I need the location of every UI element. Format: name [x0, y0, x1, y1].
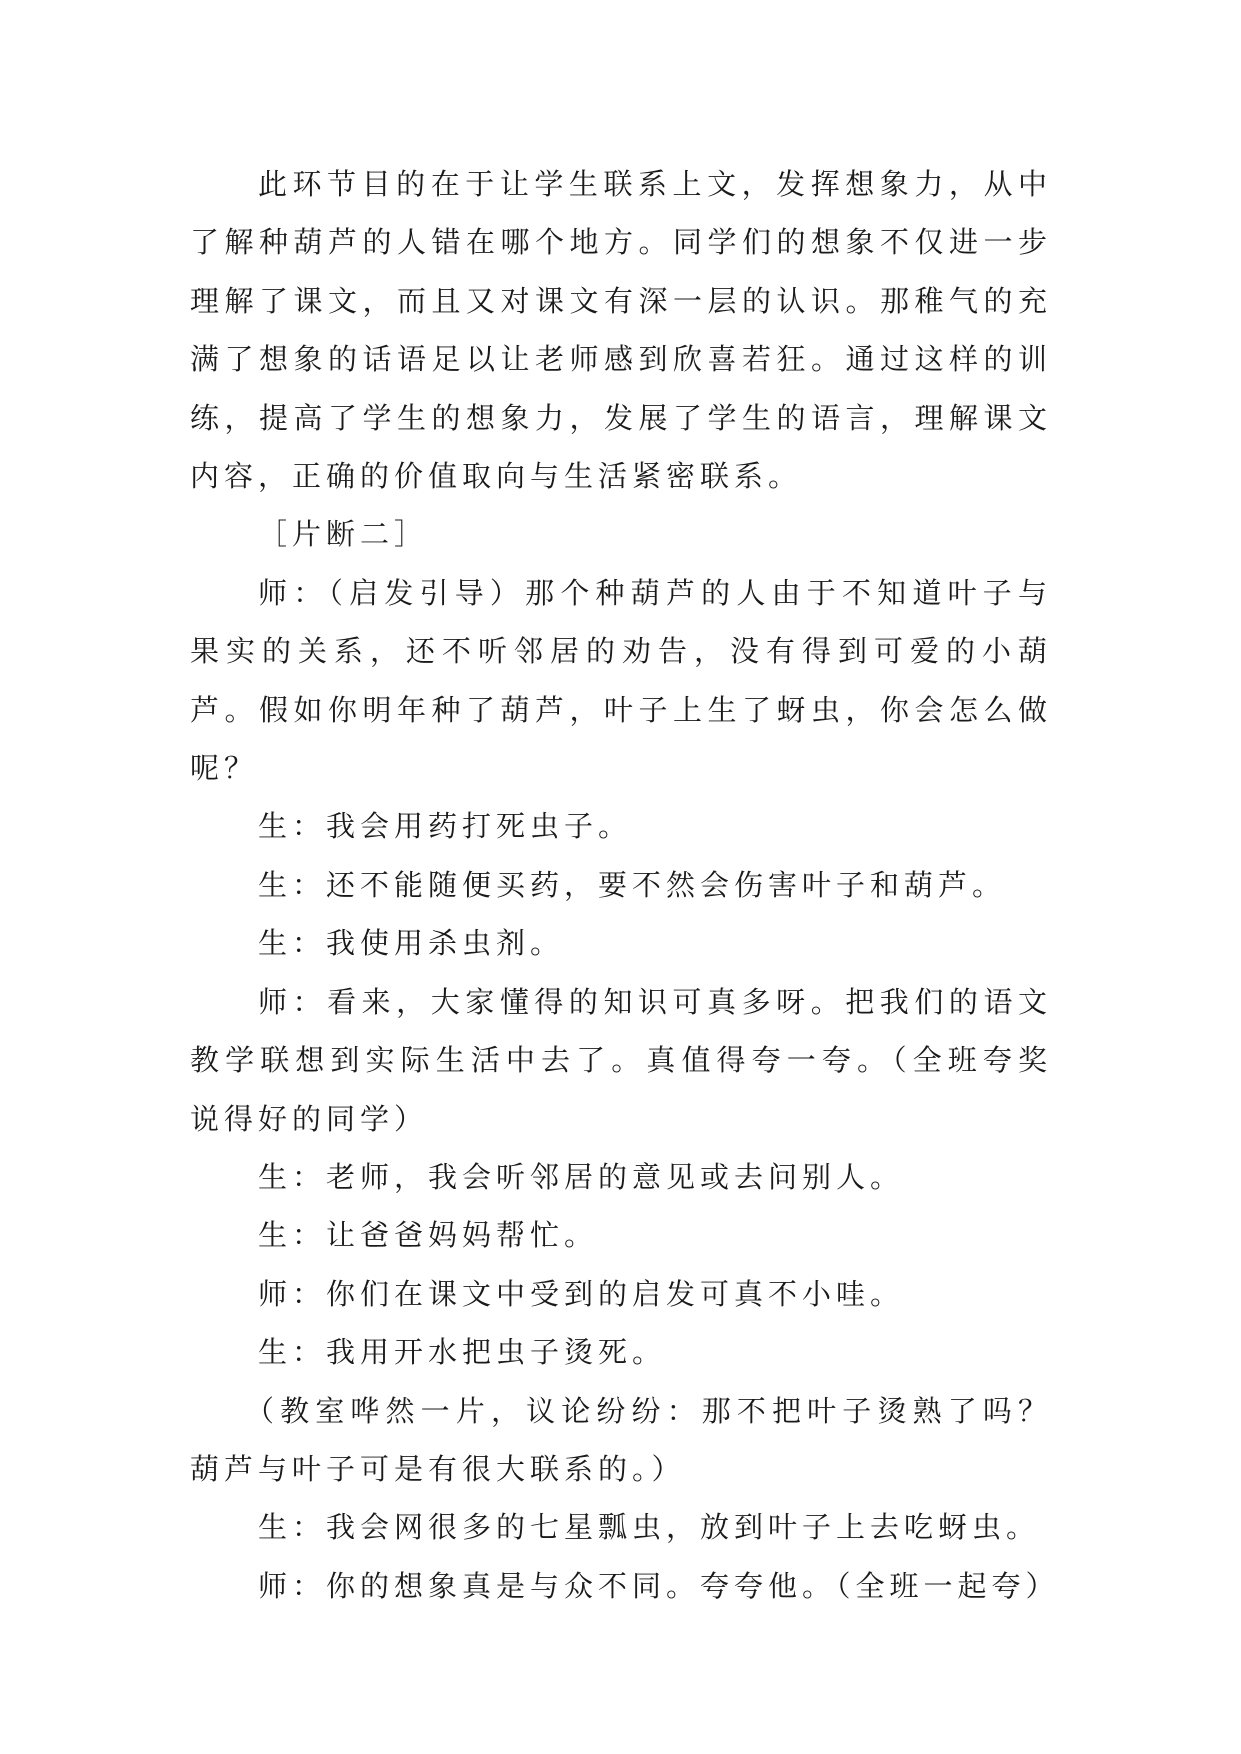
section-heading: ［片断二］ [258, 517, 429, 552]
dialogue-line: 生：我会网很多的七星瓢虫，放到叶子上去吃蚜虫。 [258, 1510, 1041, 1545]
dialogue-line: 师：看来，大家懂得的知识可真多呀。把我们的语文教学联想到实际生活中去了。真值得夸一夸。（全班夸奖说得好的同学） [190, 984, 1052, 1136]
dialogue-line: 生：我会用药打死虫子。 [258, 809, 633, 844]
dialogue-line: 生：让爸爸妈妈帮忙。 [258, 1218, 599, 1253]
dialogue-line: 生：我使用杀虫剂。 [258, 926, 565, 961]
stage-note: （教室哗然一片，议论纷纷：那不把叶子烫熟了吗？葫芦与叶子可是有很大联系的。） [190, 1393, 1052, 1486]
dialogue-line: 师：（启发引导）那个种葫芦的人由于不知道叶子与果实的关系，还不听邻居的劝告，没有得到可爱的小葫芦。假如你明年种了葫芦，叶子上生了蚜虫，你会怎么做呢？ [190, 575, 1052, 786]
dialogue-line: 师：你们在课文中受到的启发可真不小哇。 [258, 1276, 905, 1311]
dialogue-line: 生：还不能随便买药，要不然会伤害叶子和葫芦。 [258, 867, 1007, 902]
dialogue-line: 生：老师，我会听邻居的意见或去问别人。 [258, 1159, 905, 1194]
dialogue-line: 生：我用开水把虫子烫死。 [258, 1335, 667, 1370]
document-page [190, 155, 1060, 1615]
paragraph-intro: 此环节目的在于让学生联系上文，发挥想象力，从中了解种葫芦的人错在哪个地方。同学们的想象不仅进一步理解了课文，而且又对课文有深一层的认识。那稚气的充满了想象的话语足以让老师感到欣喜若狂。通过这样的训练，提高了学生的想象力，发展了学生的语言，理解课文内容，正确的价值取向与生活紧密联系。 [190, 167, 1052, 494]
dialogue-line: 师：你的想象真是与众不同。夸夸他。（全班一起夸） [258, 1568, 1060, 1603]
